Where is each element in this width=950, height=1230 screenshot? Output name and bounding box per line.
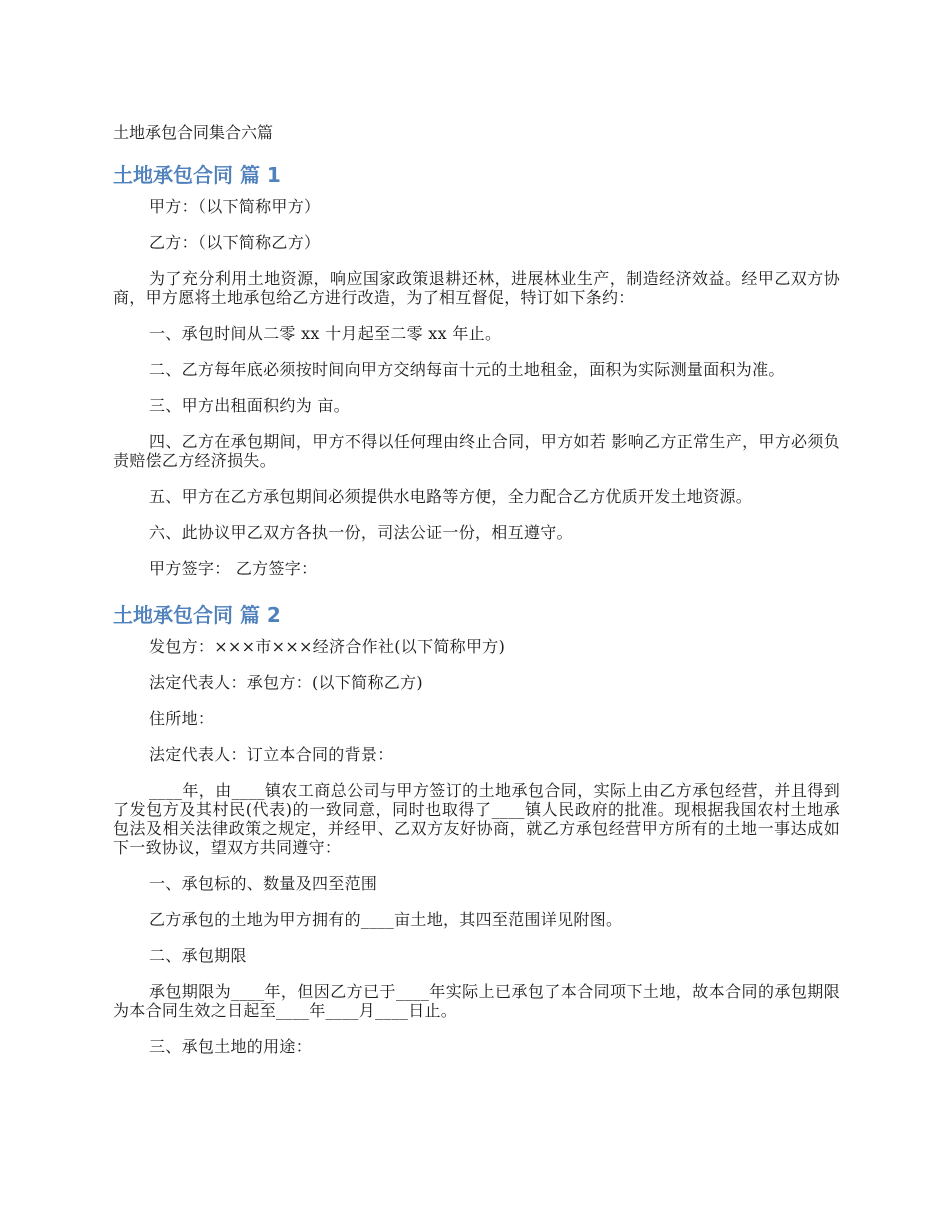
paragraph: 住所地： xyxy=(149,709,215,728)
signature-line: 甲方签字： 乙方签字： xyxy=(149,559,318,578)
document-title: 土地承包合同集合六篇 xyxy=(113,123,274,142)
paragraph: 四、乙方在承包期间，甲方不得以任何理由终止合同，甲方如若 影响乙方正常生产，甲方必须负责赔偿乙方经济损失。 xyxy=(113,432,840,470)
paragraph: 法定代表人：承包方：(以下简称乙方) xyxy=(149,673,423,692)
paragraph: 甲方：（以下简称甲方） xyxy=(149,197,321,216)
paragraph: ____年，由____镇农工商总公司与甲方签订的土地承包合同，实际上由乙方承包经营，并且得到了发包方及其村民(代表)的一致同意，同时也取得了____镇人民政府的批准。现根据我国农村土地承包法及相关法律政策之规定，并经甲、乙双方友好协商，就乙方承包经营甲方所有的土地一事达成如下一致协议，望双方共同遵守： xyxy=(113,781,840,857)
paragraph: 五、甲方在乙方承包期间必须提供水电路等方便，全力配合乙方优质开发土地资源。 xyxy=(149,487,753,506)
paragraph: 二、承包期限 xyxy=(149,946,247,965)
paragraph: 一、承包标的、数量及四至范围 xyxy=(149,874,378,893)
section-heading-1: 土地承包合同 篇 1 xyxy=(113,163,281,187)
paragraph: 三、承包土地的用途： xyxy=(149,1037,313,1056)
paragraph: 乙方：（以下简称乙方） xyxy=(149,233,321,252)
paragraph: 二、乙方每年底必须按时间向甲方交纳每亩十元的土地租金，面积为实际测量面积为准。 xyxy=(149,360,785,379)
paragraph: 发包方：×××市×××经济合作社(以下简称甲方) xyxy=(149,637,506,656)
paragraph: 三、甲方出租面积约为 亩。 xyxy=(149,396,350,415)
paragraph: 法定代表人：订立本合同的背景： xyxy=(149,745,394,764)
document-page xyxy=(113,122,840,1073)
paragraph: 六、此协议甲乙双方各执一份，司法公证一份，相互遵守。 xyxy=(149,523,573,542)
paragraph: 为了充分利用土地资源，响应国家政策退耕还林，进展林业生产，制造经济效益。经甲乙双方协商，甲方愿将土地承包给乙方进行改造，为了相互督促，特订如下条约： xyxy=(113,269,840,307)
paragraph: 乙方承包的土地为甲方拥有的____亩土地，其四至范围详见附图。 xyxy=(149,910,623,929)
paragraph: 一、承包时间从二零 xx 十月起至二零 xx 年止。 xyxy=(149,324,502,343)
section-heading-2: 土地承包合同 篇 2 xyxy=(113,603,281,627)
paragraph: 承包期限为____年，但因乙方已于____年实际上已承包了本合同项下土地，故本合同的承包期限为本合同生效之日起至____年____月____日止。 xyxy=(113,982,840,1020)
